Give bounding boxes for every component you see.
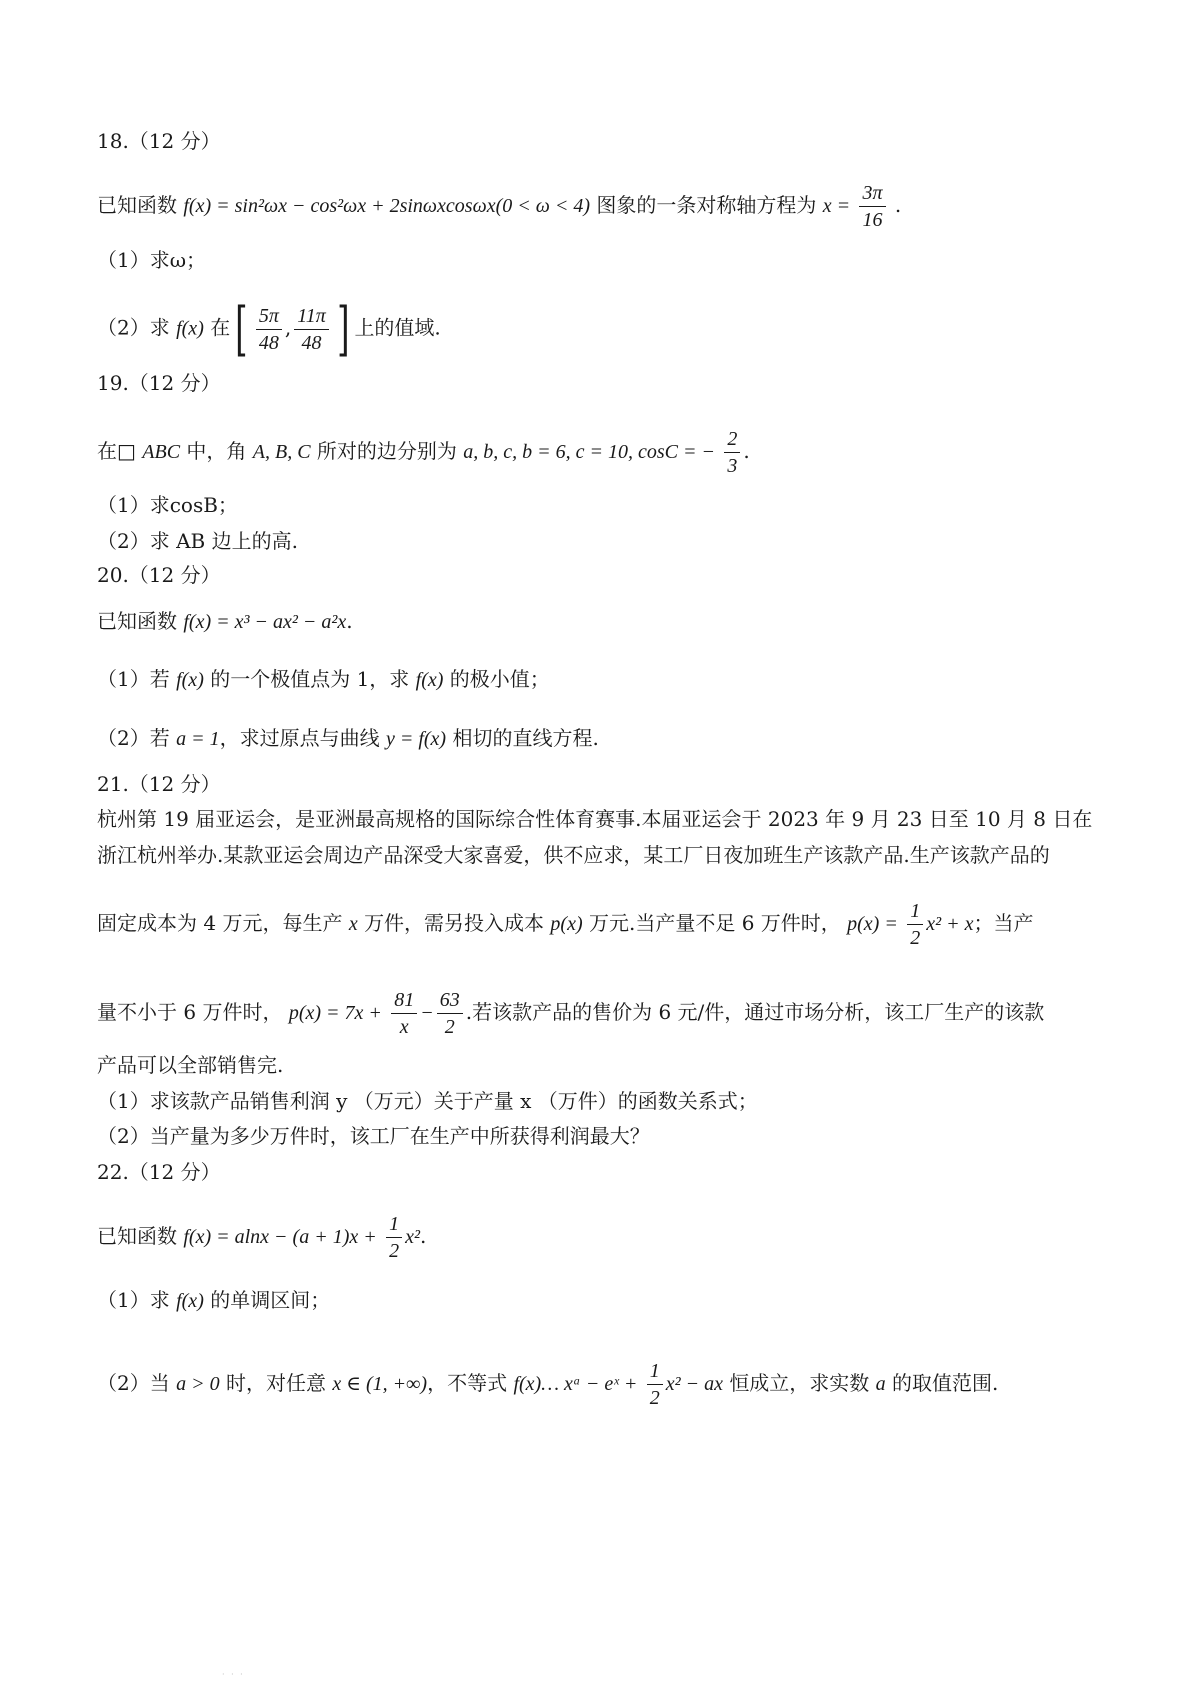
q21-line5: 产品可以全部销售完. [97, 1053, 284, 1077]
q22-p2-var: a [875, 1373, 886, 1395]
q20-stem [97, 607, 1117, 636]
q20-header: 20.（12 分） [97, 563, 221, 587]
q19-stem-abc: ABC [142, 441, 181, 463]
q18-stem-end: . [894, 193, 902, 217]
q22-half-num: 1 [386, 1213, 402, 1238]
q18-p2-in: 在 [210, 315, 231, 340]
q18-part2: （2）求 f(x) 在[ $\frac{5\pi}{48}$ , $\frac{11\pi}{48}$ ] 上的值域. [97, 295, 441, 363]
q22-p2-c: ，不等式 [427, 1371, 508, 1395]
q19-cos-den: 3 [727, 455, 738, 477]
q22-p2-half-den: 2 [649, 1387, 660, 1409]
q18-stem [97, 182, 1117, 231]
q22-p2-dom: x ∈ (1, +∞) [332, 1373, 428, 1395]
q19-stem-cond: a, b, c, b = 6, c = 10, cosC = − [463, 441, 716, 463]
q19-stem-end: . [743, 439, 750, 463]
q21-l3-px: p(x) [550, 913, 583, 935]
q22-p1-fx: f(x) [176, 1290, 204, 1312]
q22-stem-end: . [419, 1224, 427, 1248]
q19-header: 19.（12 分） [97, 371, 221, 395]
q18-p2-post: 上的值域. [354, 315, 441, 340]
triangle-symbol: □ [117, 439, 136, 463]
q21-l3-a: 固定成本为 4 万元，每生产 [97, 911, 343, 935]
q18-stem-pre: 已知函数 [97, 193, 177, 217]
q22-p2-d: 恒成立，求实数 [729, 1371, 870, 1395]
q18-header: 18.（12 分） [97, 129, 221, 153]
q21-l4-px: p(x) = 7x + [288, 1002, 382, 1024]
q21-81-num: 81 [391, 989, 417, 1014]
q18-stem-mid: 图象的一条对称轴方程为 [596, 193, 817, 217]
q21-81-fraction [391, 989, 417, 1038]
q20-p2-a: （2）若 [97, 726, 170, 750]
q21-l3-px2: p(x) = [847, 913, 898, 935]
q21-half-den: 2 [910, 927, 921, 949]
q18-stem-var: x = [822, 195, 851, 217]
q22-p2-b: 时，对任意 [225, 1371, 326, 1395]
q22-part2 [97, 1360, 1117, 1409]
q22-part1 [97, 1286, 1117, 1315]
q21-half-num: 1 [907, 900, 923, 925]
q22-half-den: 2 [389, 1240, 400, 1262]
q20-stem-pre: 已知函数 [97, 609, 177, 633]
q21-l4-b: .若该款产品的售价为 6 元/件，通过市场分析，该工厂生产的该款 [465, 1000, 1045, 1024]
q20-p2-c: 相切的直线方程. [452, 726, 599, 750]
q19-stem-angles: A, B, C [252, 441, 311, 463]
q20-part1 [97, 665, 1117, 694]
q20-p1-c: 的极小值； [449, 667, 550, 691]
q22-stem [97, 1213, 1117, 1262]
q21-line3 [97, 900, 1117, 949]
q21-63-den: 2 [444, 1016, 455, 1038]
q19-stem [97, 428, 1117, 477]
q20-p2-cond: a = 1 [176, 728, 220, 750]
right-bracket: ] [336, 295, 350, 363]
q20-stem-end: . [346, 609, 353, 633]
q19-cos-num: 2 [724, 428, 740, 453]
q18-interval-start [256, 305, 282, 354]
q21-63-num: 63 [437, 989, 463, 1014]
q22-stem-pre: 已知函数 [97, 1224, 177, 1248]
q21-l3-c: 万元.当产量不足 6 万件时， [588, 911, 841, 935]
q21-part2: （2）当产量为多少万件时，该工厂在生产中所获得利润最大？ [97, 1124, 650, 1148]
q22-p2-half-fraction [647, 1360, 663, 1409]
q19-stem-mid2: 所对的边分别为 [316, 439, 457, 463]
q20-p1-fx: f(x) [176, 669, 204, 691]
q18-part1: （1）求ω； [97, 248, 207, 272]
q22-p2-tail: x² − ax [665, 1373, 723, 1395]
q18-int-a-num: 5π [256, 305, 282, 330]
q21-l3-b: 万件，需另投入成本 [364, 911, 545, 935]
q21-line4 [97, 989, 1117, 1038]
q22-p1-b: 的单调区间； [210, 1288, 331, 1312]
q21-l3-x: x [348, 913, 358, 935]
q22-half-fraction [386, 1213, 402, 1262]
q19-part2: （2）求 AB 边上的高. [97, 529, 298, 553]
q20-p1-b: 的一个极值点为 1，求 [210, 667, 410, 691]
q21-l4-minus: − [420, 1002, 434, 1024]
q20-p2-curve: y = f(x) [385, 728, 447, 750]
q21-81-den: x [399, 1016, 409, 1038]
q20-p1-fx2: f(x) [415, 669, 444, 691]
q18-axis-fraction [859, 182, 885, 231]
q20-p1-a: （1）若 [97, 667, 170, 691]
q22-p1-a: （1）求 [97, 1288, 170, 1312]
q21-line2: 浙江杭州举办.某款亚运会周边产品深受大家喜爱，供不应求，某工厂日夜加班生产该款产品.生产该款产品的 [97, 843, 1050, 867]
q21-l3-d: x² + x [926, 913, 974, 935]
q22-p2-cond: a > 0 [176, 1373, 220, 1395]
q21-63-fraction [437, 989, 463, 1038]
q21-l3-e: ；当产 [973, 911, 1034, 935]
q22-stem-math: f(x) = alnx − (a + 1)x + [183, 1226, 377, 1248]
q20-stem-math: f(x) = x³ − ax² − a²x [183, 611, 347, 633]
q18-interval-end [294, 305, 329, 354]
q18-p2-fx: f(x) [176, 317, 204, 340]
q22-p2-a: （2）当 [97, 1371, 170, 1395]
q19-cos-fraction [724, 428, 740, 477]
q18-int-a-den: 48 [258, 331, 279, 354]
q21-header: 21.（12 分） [97, 772, 221, 796]
q22-p2-half-num: 1 [647, 1360, 663, 1385]
q21-line1: 杭州第 19 届亚运会，是亚洲最高规格的国际综合性体育赛事.本届亚运会于 2023 年 9 月 23 日至 10 月 8 日在 [97, 807, 1093, 831]
q21-half-fraction [907, 900, 923, 949]
q19-stem-mid: 中，角 [186, 439, 247, 463]
left-bracket: [ [235, 295, 248, 363]
q18-stem-math: f(x) = sin²ωx − cos²ωx + 2sinωxcosωx(0 < ω < 4) [183, 195, 591, 217]
q19-stem-pre: 在 [97, 439, 117, 463]
q22-stem-sq: x² [405, 1226, 420, 1248]
q22-p2-e: 的取值范围. [892, 1371, 999, 1395]
q20-p2-b: ，求过原点与曲线 [219, 726, 380, 750]
q22-p2-ineq: f(x)… xᵃ − eˣ + [513, 1373, 638, 1395]
q18-axis-num: 3π [859, 182, 885, 207]
q18-p2-pre: （2）求 [97, 315, 170, 340]
q18-axis-den: 16 [862, 209, 883, 231]
q21-l4-a: 量不小于 6 万件时， [97, 1000, 283, 1024]
q18-int-b-den: 48 [301, 331, 322, 354]
q18-int-b-num: 11π [294, 305, 329, 330]
q21-part1: （1）求该款产品销售利润 y （万元）关于产量 x （万件）的函数关系式； [97, 1089, 758, 1113]
q19-part1: （1）求cosB； [97, 493, 238, 517]
q20-part2 [97, 724, 1117, 753]
footer-mark: · · · [222, 1670, 245, 1679]
q22-header: 22.（12 分） [97, 1160, 221, 1184]
